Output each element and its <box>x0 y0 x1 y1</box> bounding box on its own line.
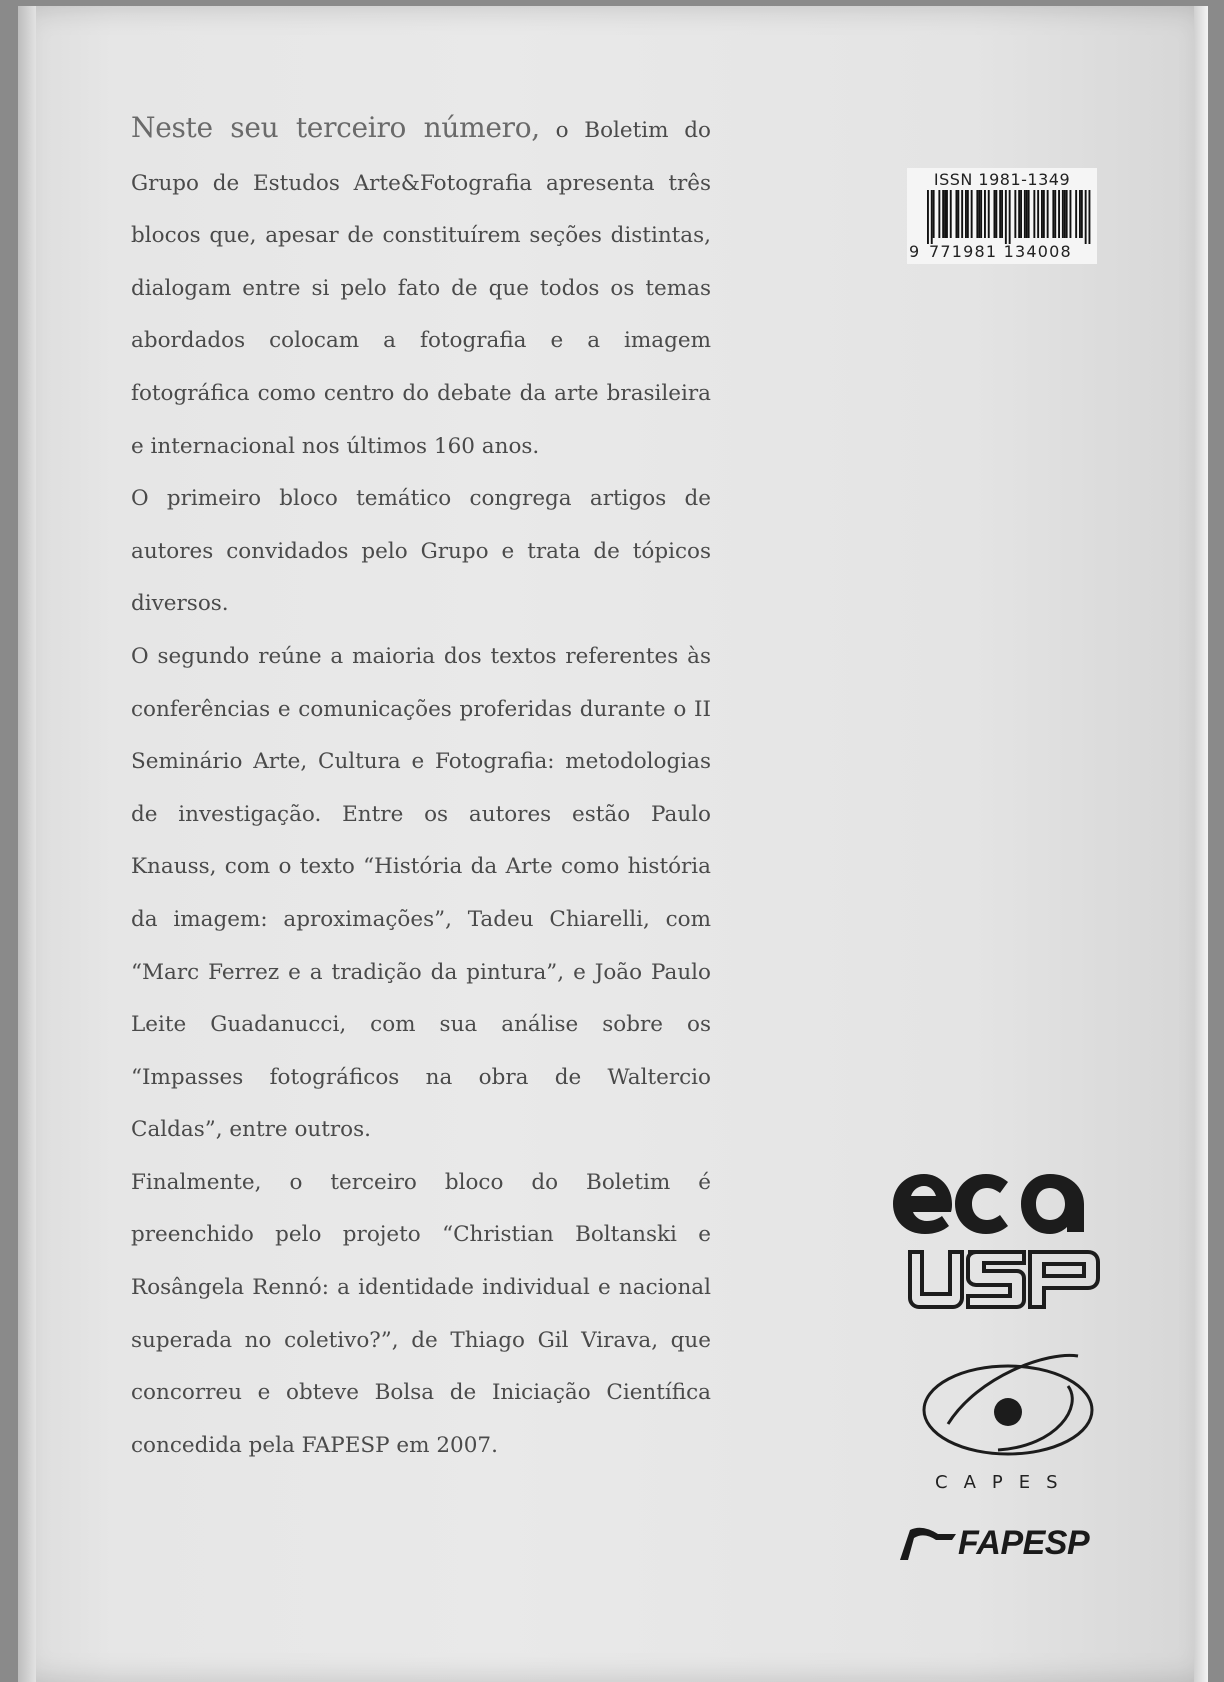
fapesp-label: FAPESP <box>958 1524 1090 1562</box>
issn-barcode <box>907 168 1097 264</box>
paragraph-intro-text: o Boletim do Grupo de Estudos Arte&Fotografia apresenta três blocos que, apesar de constituírem seções distintas, dialogam entre si pelo fato de que todos os temas abordados colocam a fotografia e a imagem fotográfica como centro do debate da arte brasileira e internacional nos últimos 160 anos. <box>131 118 711 459</box>
paragraph-second-block: O segundo reúne a maioria dos textos referentes às conferências e comunicações proferidas durante o II Seminário Arte, Cultura e Fotografia: metodologias de investigação. Entre os autores estão Paulo Knauss, com o texto “História da Arte como história da imagem: aproximações”, Tadeu Chiarelli, com “Marc Ferrez e a tradição da pintura”, e João Paulo Leite Guadanucci, com sua análise sobre os “Impasses fotográficos na obra de Waltercio Caldas”, entre outros. <box>131 643 711 1143</box>
page-left-edge <box>18 6 36 1682</box>
lead-phrase: Neste seu terceiro número, <box>131 111 540 144</box>
issn-label: ISSN 1981-1349 <box>933 170 1071 189</box>
usp-logo-icon <box>906 1248 1102 1310</box>
paragraph-first-block: O primeiro bloco temático congrega artigos de autores convidados pelo Grupo e trata de tópicos diversos. <box>131 486 711 617</box>
barcode-digit-first: 9 <box>909 242 920 261</box>
capes-logo-icon <box>918 1346 1098 1464</box>
capes-label: CAPES <box>935 1472 1074 1493</box>
page-right-edge <box>1194 6 1208 1682</box>
barcode-digits-rest: 771981 134008 <box>929 242 1072 261</box>
paragraph-third-block: Finalmente, o terceiro bloco do Boletim é preenchido pelo projeto “Christian Boltanski e Rosângela Rennó: a identidade individual e nacional superada no coletivo?”, de Thiago Gil Virava, que concorreu e obteve Bolsa de Iniciação Científica concedida pela FAPESP em 2007. <box>131 1169 711 1458</box>
cover-body-text <box>131 102 711 1472</box>
paragraph-intro <box>131 102 711 473</box>
barcode-icon <box>907 190 1097 244</box>
eca-logo-icon <box>890 1168 1100 1238</box>
back-cover-page <box>18 6 1208 1682</box>
fapesp-mark-icon <box>898 1526 956 1562</box>
